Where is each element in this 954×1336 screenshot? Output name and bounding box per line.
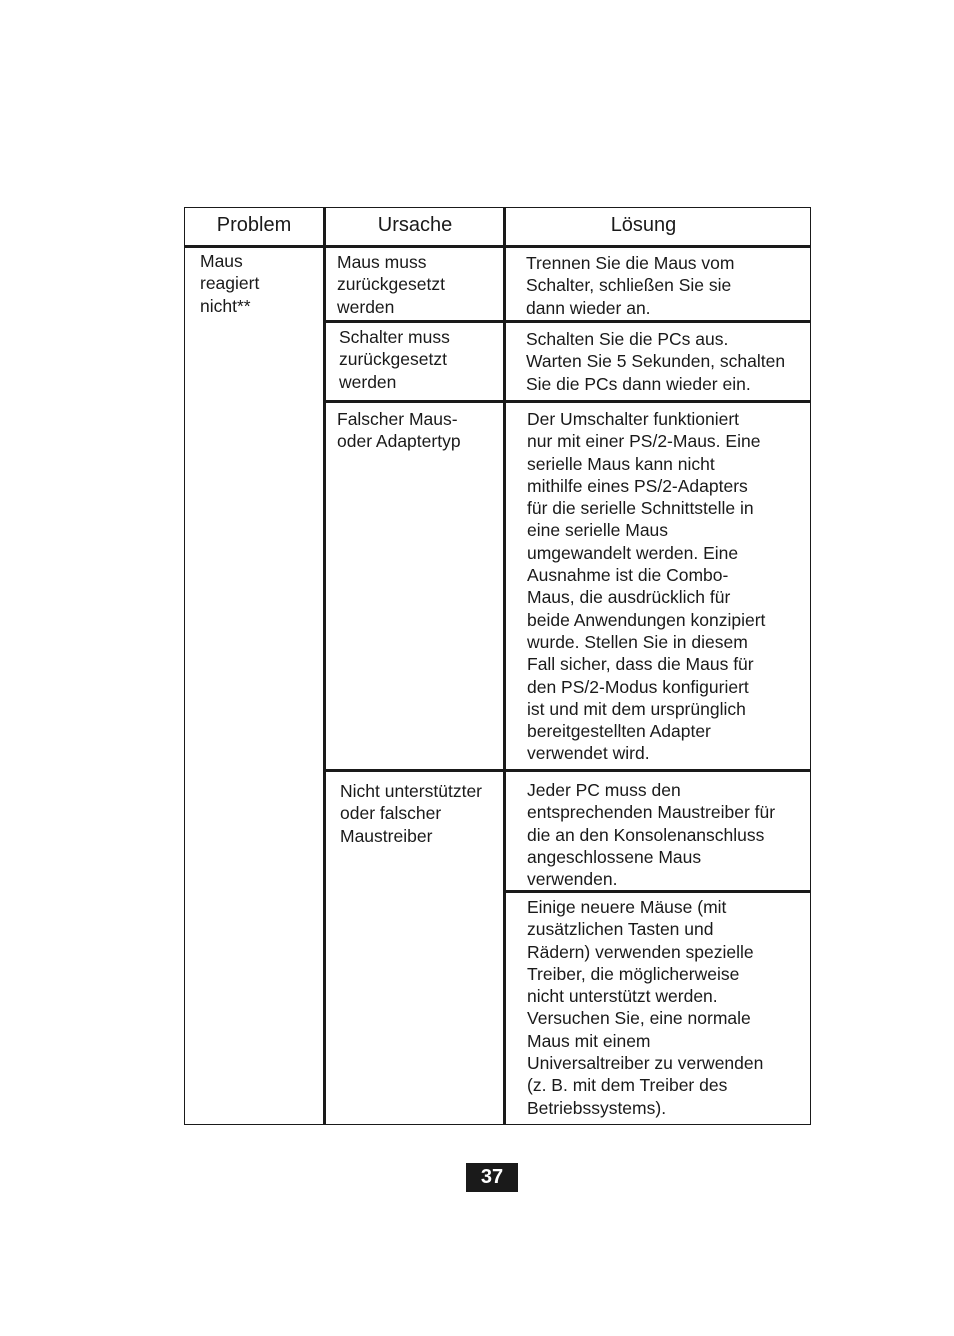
table-bottom-border <box>184 1124 811 1125</box>
cause-2: Schalter muss zurückgesetzt werden <box>339 327 450 392</box>
solution-1: Trennen Sie die Maus vom Schalter, schließen Sie sie dann wieder an. <box>526 253 735 318</box>
row-divider-3 <box>325 769 811 772</box>
solution-4b: Einige neuere Mäuse (mit zusätzlichen Tasten und Rädern) verwenden spezielle Treiber, die möglicherweise nicht unterstützt werden. Versuchen Sie, eine normale Maus mit einem Universaltreiber zu verwenden (z. B. mit dem Treiber des Betriebssystems). <box>527 897 764 1118</box>
header-divider <box>184 245 811 248</box>
solution-2: Schalten Sie die PCs aus. Warten Sie 5 Sekunden, schalten Sie die PCs dann wieder ein. <box>526 329 786 394</box>
header-cause: Ursache <box>377 214 453 236</box>
table-left-border <box>184 207 185 1125</box>
cause-3: Falscher Maus- oder Adaptertyp <box>337 409 461 452</box>
row-divider-2 <box>325 400 811 403</box>
troubleshooting-table <box>184 207 811 1125</box>
cause-4: Nicht unterstützter oder falscher Maustreiber <box>340 781 482 846</box>
cause-1: Maus muss zurückgesetzt werden <box>337 252 445 317</box>
table-top-border <box>184 207 811 208</box>
column-divider-2 <box>503 207 506 1125</box>
page-number: 37 <box>466 1163 518 1192</box>
problem-text: Maus reagiert nicht** <box>200 251 260 316</box>
solution-4a: Jeder PC muss den entsprechenden Maustreiber für die an den Konsolenanschluss angeschlossene Maus verwenden. <box>527 780 776 890</box>
column-divider-1 <box>323 207 326 1125</box>
row-divider-1 <box>325 320 811 323</box>
header-solution: Lösung <box>610 214 677 236</box>
header-problem: Problem <box>216 214 292 236</box>
solution-3: Der Umschalter funktioniert nur mit einer PS/2-Maus. Eine serielle Maus kann nicht mithilfe eines PS/2-Adapters für die serielle Schnittstelle in eine serielle Maus umgewandelt werden. Eine Ausnahme ist die Combo- Maus, die ausdrücklich für beide Anwendungen konzipiert wurde. Stellen Sie in diesem Fall sicher, dass die Maus für den PS/2-Modus konfiguriert ist und mit dem ursprünglich bereitgestellten Adapter verwendet wird. <box>527 409 766 764</box>
table-right-border <box>810 207 811 1125</box>
